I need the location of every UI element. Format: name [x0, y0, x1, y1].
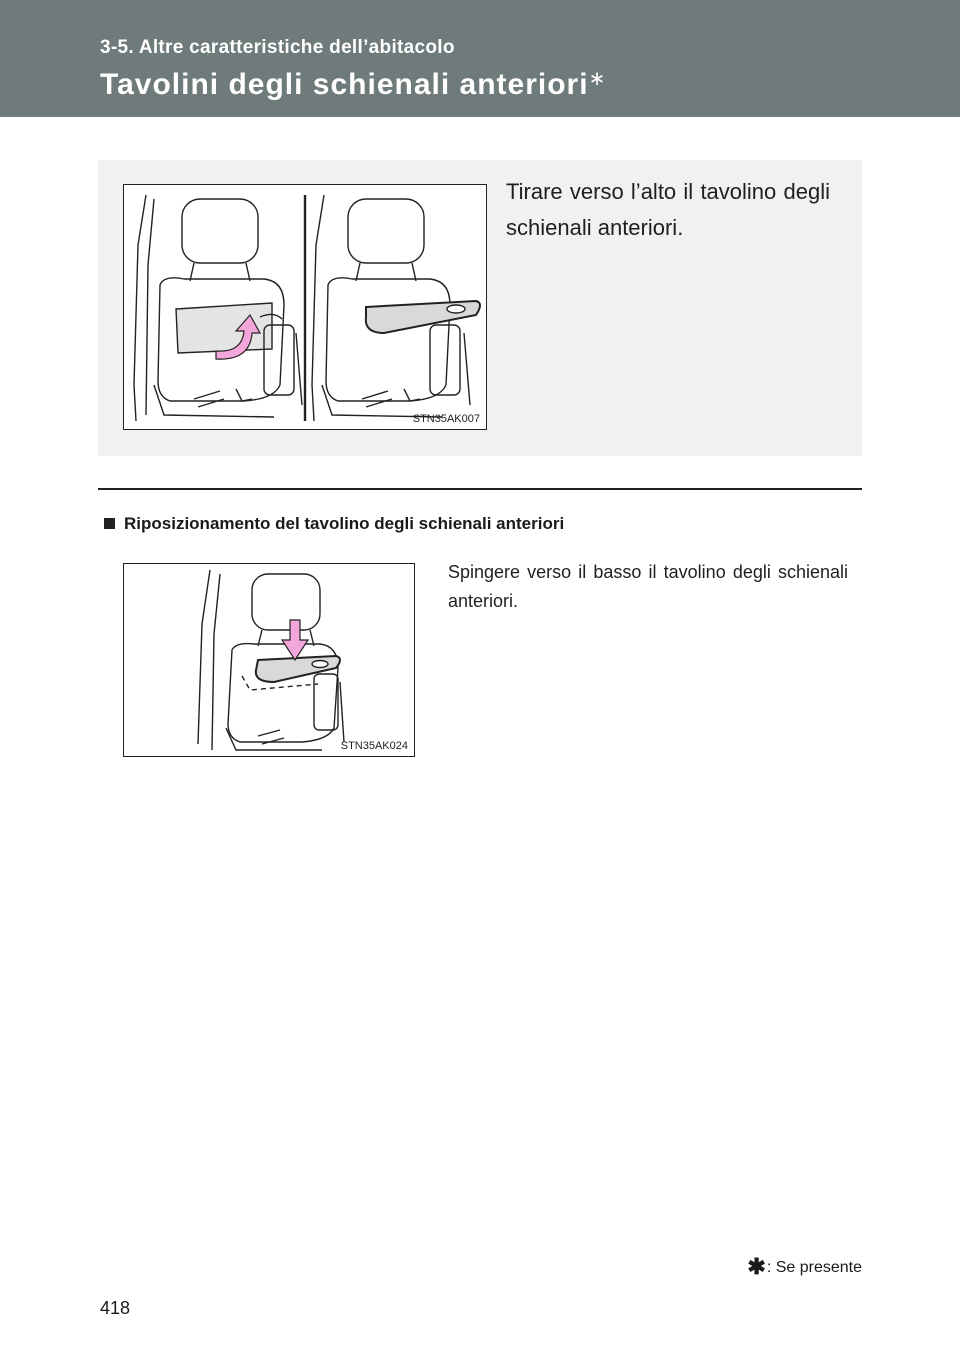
- section-divider: [98, 488, 862, 490]
- section-label: 3-5. Altre caratteristiche dell’abitacolo: [100, 37, 455, 58]
- figure-code: STN35AK007: [412, 413, 480, 425]
- page-number: 418: [100, 1298, 131, 1318]
- page-title: [100, 68, 606, 102]
- figure-code: STN35AK024: [340, 740, 408, 752]
- seat-tray-illustration: [124, 185, 486, 429]
- step1-instruction: Tirare verso l’alto il tavolino degli schienali anteriori.: [506, 179, 830, 240]
- figure-push-down-tray: [123, 563, 415, 757]
- step2-instruction: Spingere verso il basso il tavolino degli schienali anteriori.: [448, 562, 848, 611]
- page-title-text: Tavolini degli schienali anteriori: [100, 68, 589, 101]
- square-bullet-icon: [104, 518, 115, 529]
- subsection-heading: [104, 514, 564, 534]
- optional-marker-icon: ∗: [588, 68, 607, 90]
- footnote: [747, 1252, 862, 1278]
- subsection-heading-text: Riposizionamento del tavolino degli schienali anteriori: [124, 514, 565, 533]
- figure-pull-up-tray: [123, 184, 487, 430]
- footnote-text: : Se presente: [766, 1259, 862, 1276]
- seat-tray-fold-illustration: [124, 564, 414, 756]
- asterisk-icon: ✱: [747, 1254, 766, 1279]
- chapter-header: [0, 0, 960, 117]
